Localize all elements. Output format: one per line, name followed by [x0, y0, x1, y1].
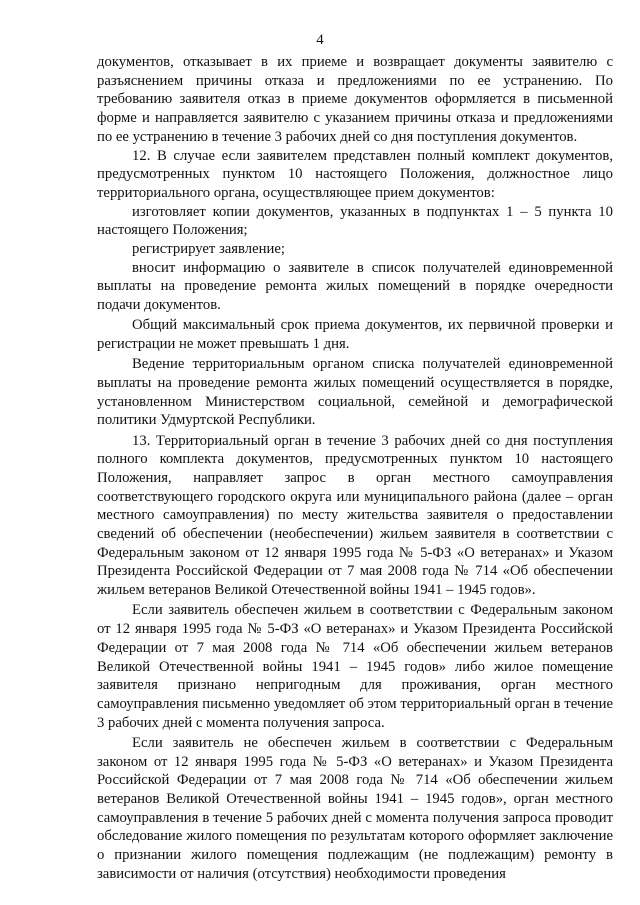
paragraph-item-12: 12. В случае если заявителем представлен полный комплект документов, предусмотренных пунктом 10 настоящего Положения, должностное лицо территориального органа, осуществляющее прием документов: [97, 147, 613, 201]
paragraph-item-13: 13. Территориальный орган в течение 3 рабочих дней со дня поступления полного комплекта документов, предусмотренных пунктом 10 настоящего Положения, направляет запрос в орган местного самоуправления соответствующего городского округа или муниципального района (далее – орган местного самоуправления) по месту жительства заявителя о предоставлении сведений об обеспечении (необеспечении) жильем заявителя в соответствии с Федеральным законом от 12 января 1995 года № 5-ФЗ «О ветеранах» и Указом Президента Российской Федерации от 7 мая 2008 года № 714 «Об обеспечении жильем ветеранов Великой Отечественной войны 1941 – 1945 годов». [97, 432, 613, 599]
page-number: 4 [316, 32, 324, 48]
paragraph-max-term: Общий максимальный срок приема документов, их первичной проверки и регистрации не может превышать 1 дня. [97, 317, 613, 353]
paragraph-list-entry: вносит информацию о заявителе в список получателей единовременной выплаты на проведение ремонта жилых помещений в порядке очередности подачи документов. [97, 259, 613, 314]
document-body [97, 53, 613, 883]
paragraph-continuation: документов, отказывает в их приеме и возвращает документы заявителю с разъяснением причины отказа и предложениями по ее устранению. По требованию заявителя отказ в приеме документов оформляется в письменной форме и направляется заявителю с указанием причины отказа и предложениями по ее устранению в течение 3 рабочих дней со дня поступления документов. [97, 54, 613, 145]
paragraph-copies: изготовляет копии документов, указанных в подпунктах 1 – 5 пункта 10 настоящего Положения; [97, 203, 613, 239]
paragraph-registers: регистрирует заявление; [132, 241, 285, 258]
paragraph-provided-housing: Если заявитель обеспечен жильем в соответствии с Федеральным законом от 12 января 1995 года № 5-ФЗ «О ветеранах» и Указом Президента Российской Федерации от 7 мая 2008 года № 714 «Об обеспечении жильем ветеранов Великой Отечественной войны 1941 – 1945 годов» либо жилое помещение заявителя признано непригодным для проживания, орган местного самоуправления письменно уведомляет об этом территориальный орган в течение 3 рабочих дней с момента получения запроса. [97, 602, 613, 731]
paragraph-not-provided-housing: Если заявитель не обеспечен жильем в соответствии с Федеральным законом от 12 января 1995 года № 5-ФЗ «О ветеранах» и Указом Президента Российской Федерации от 7 мая 2008 года № 714 «Об обеспечении жильем ветеранов Великой Отечественной войны 1941 – 1945 годов», орган местного самоуправления в течение 5 рабочих дней с момента получения запроса проводит обследование жилого помещения по результатам которого оформляет заключение о признании жилого помещения подлежащим (не подлежащим) ремонту в зависимости от наличия (отсутствия) необходимости проведения [97, 734, 613, 882]
paragraph-list-maintenance: Ведение территориальным органом списка получателей единовременной выплаты на проведение ремонта жилых помещений осуществляется в порядке, установленном Министерством социальной, семейной и демографической политики Удмуртской Республики. [97, 356, 613, 429]
